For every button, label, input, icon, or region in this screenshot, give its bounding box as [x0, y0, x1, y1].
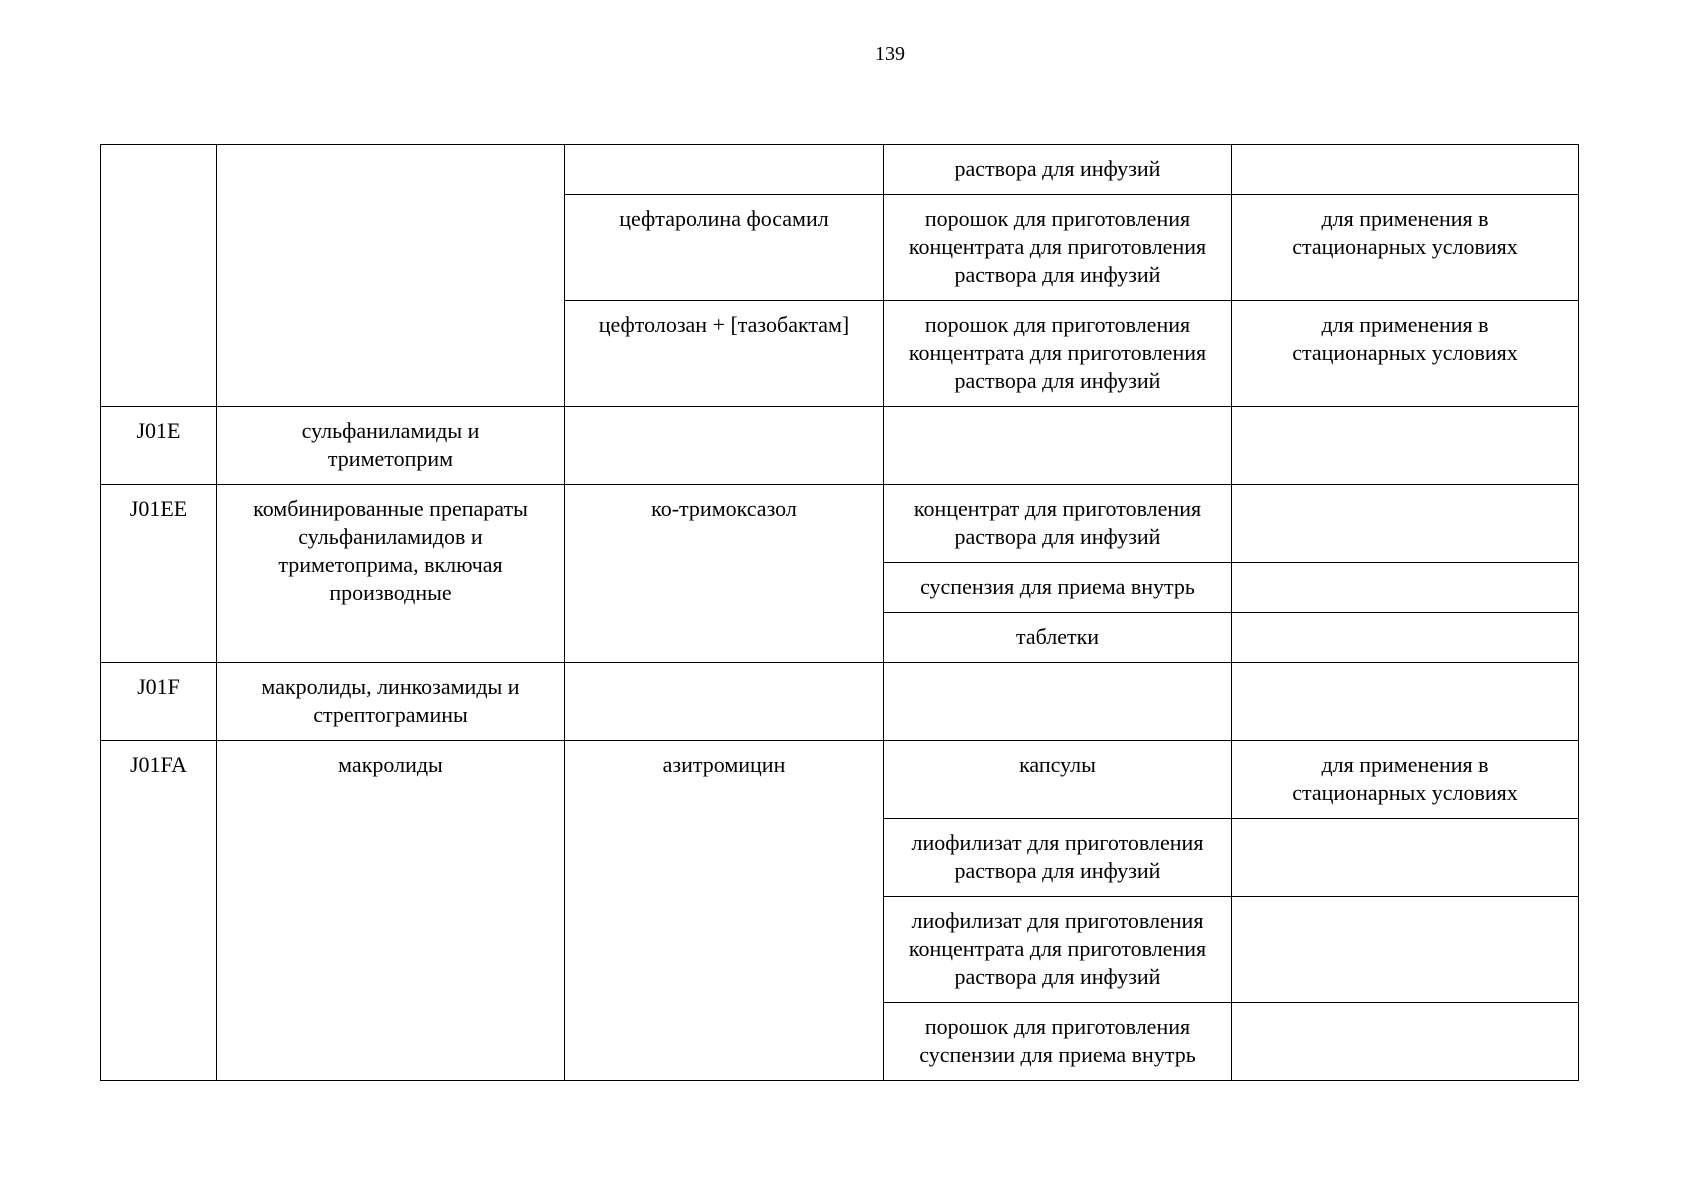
substance-cell: цефтолозан + [тазобактам] — [565, 301, 884, 407]
table-row — [101, 407, 1579, 485]
table-row — [101, 663, 1579, 741]
note-cell — [1232, 407, 1579, 485]
atc-code-cell: J01E — [101, 407, 217, 485]
dosage-form-cell — [884, 407, 1232, 485]
atc-code-cell: J01EE — [101, 485, 217, 663]
page-number: 139 — [875, 43, 905, 65]
note-cell: для применения в стационарных условиях — [1232, 195, 1579, 301]
dosage-form-cell: порошок для приготовления концентрата для приготовления раствора для инфузий — [884, 195, 1232, 301]
dosage-form-cell: порошок для приготовления концентрата для приготовления раствора для инфузий — [884, 301, 1232, 407]
group-name-cell: макролиды — [217, 741, 565, 1081]
dosage-form-cell: таблетки — [884, 613, 1232, 663]
note-cell: для применения в стационарных условиях — [1232, 301, 1579, 407]
group-name-cell — [217, 145, 565, 407]
substance-cell: азитромицин — [565, 741, 884, 1081]
substance-cell — [565, 407, 884, 485]
atc-code-cell: J01F — [101, 663, 217, 741]
note-cell — [1232, 563, 1579, 613]
table-row — [101, 741, 1579, 819]
note-cell — [1232, 819, 1579, 897]
dosage-form-cell: лиофилизат для приготовления концентрата для приготовления раствора для инфузий — [884, 897, 1232, 1003]
dosage-form-cell: концентрат для приготовления раствора для инфузий — [884, 485, 1232, 563]
note-cell — [1232, 1003, 1579, 1081]
substance-cell — [565, 663, 884, 741]
substance-cell: ко-тримоксазол — [565, 485, 884, 663]
table-row — [101, 145, 1579, 195]
dosage-form-cell: раствора для инфузий — [884, 145, 1232, 195]
note-cell — [1232, 897, 1579, 1003]
medication-table — [100, 144, 1579, 1081]
substance-cell: цефтаролина фосамил — [565, 195, 884, 301]
substance-cell — [565, 145, 884, 195]
group-name-cell: макролиды, линкозамиды и стрептограмины — [217, 663, 565, 741]
note-cell — [1232, 663, 1579, 741]
dosage-form-cell: капсулы — [884, 741, 1232, 819]
note-cell: для применения в стационарных условиях — [1232, 741, 1579, 819]
note-cell — [1232, 485, 1579, 563]
atc-code-cell: J01FA — [101, 741, 217, 1081]
dosage-form-cell: лиофилизат для приготовления раствора для инфузий — [884, 819, 1232, 897]
atc-code-cell — [101, 145, 217, 407]
dosage-form-cell — [884, 663, 1232, 741]
group-name-cell: сульфаниламиды и триметоприм — [217, 407, 565, 485]
note-cell — [1232, 613, 1579, 663]
group-name-cell: комбинированные препараты сульфаниламидов и триметоприма, включая производные — [217, 485, 565, 663]
dosage-form-cell: порошок для приготовления суспензии для приема внутрь — [884, 1003, 1232, 1081]
note-cell — [1232, 145, 1579, 195]
table-row — [101, 485, 1579, 563]
dosage-form-cell: суспензия для приема внутрь — [884, 563, 1232, 613]
